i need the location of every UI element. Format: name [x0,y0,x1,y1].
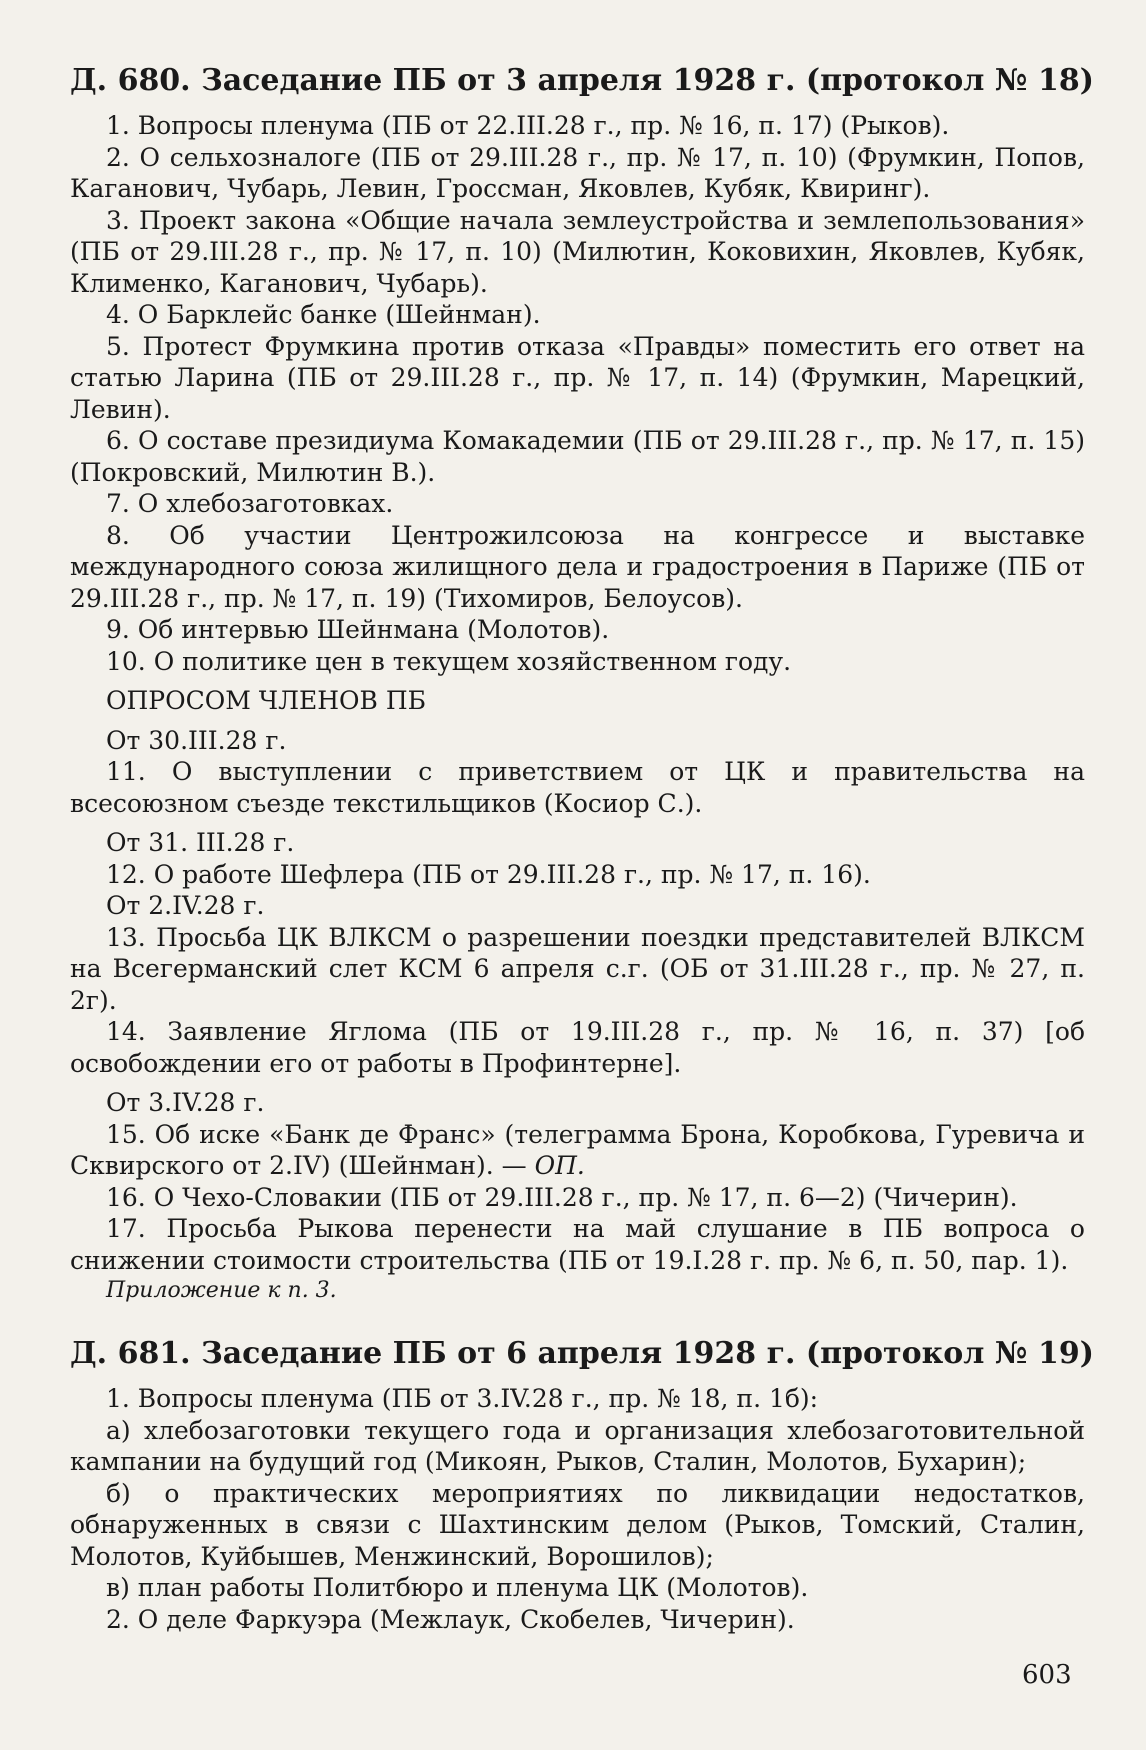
agenda-item-5: 5. Протест Фрумкина против отказа «Правды» поместить его ответ на статью Ларина (ПБ от 29.III.28 г., пр. № 17, п. 14) (Фрумкин, Марецкий, Левин). [70,331,1085,424]
agenda-item-14: 14. Заявление Яглома (ПБ от 19.III.28 г., пр. № 16, п. 37) [об освобождении его от работы в Профинтерне]. [70,1017,1085,1078]
agenda-item-2: 2. О сельхозналоге (ПБ от 29.III.28 г., пр. № 17, п. 10) (Фрумкин, Попов, Каганович, Чубарь, Левин, Гроссман, Яковлев, Кубяк, Квиринг). [70,142,1085,203]
agenda-item-6: 6. О составе президиума Комакадемии (ПБ от 29.III.28 г., пр. № 17, п. 15) (Покровский, Милютин В.). [70,426,1085,487]
agenda-item-11: 11. О выступлении с приветствием от ЦК и правительства на всесоюзном съезде текстильщиков (Косиор С.). [70,757,1085,818]
agenda-item-7: 7. О хлебозаготовках. [106,489,394,518]
agenda-item-1: 1. Вопросы пленума (ПБ от 22.III.28 г., пр. № 16, п. 17) (Рыков). [106,111,950,140]
poll-date-3: От 2.IV.28 г. [106,891,265,920]
agenda-item-9: 9. Об интервью Шейнмана (Молотов). [106,615,610,644]
meeting-680-section [70,62,1094,1306]
agenda-item-15-text: 15. Об иске «Банк де Франс» (телеграмма Брона, Коробкова, Гуревича и Сквирского от 2.IV) (Шейнман). — [70,1119,1085,1180]
agenda-item-10: 10. О политике цен в текущем хозяйственном году. [106,646,792,676]
m2-agenda-item-2: 2. О деле Фаркуэра (Межлаук, Скобелев, Чичерин). [106,1604,795,1634]
m2-sub-item-c: в) план работы Политбюро и пленума ЦК (Молотов). [106,1573,809,1602]
m2-sub-item-b: б) о практических мероприятиях по ликвидации недостатков, обнаруженных в связи с Шахтинским делом (Рыков, Томский, Сталин, Молотов, Куйбышев, Менжинский, Ворошилов); [70,1478,1085,1571]
poll-date-4: От 3.IV.28 г. [106,1088,265,1117]
poll-date-1: От 30.III.28 г. [106,725,287,755]
meeting-681-section [70,1335,1094,1635]
m2-sub-item-a: а) хлебозаготовки текущего года и организация хлебозаготовительной кампании на будущий год (Микоян, Рыков, Сталин, Молотов, Бухарин); [70,1415,1085,1476]
m2-agenda-item-1: 1. Вопросы пленума (ПБ от 3.IV.28 г., пр. № 18, п. 1б): [106,1384,819,1413]
agenda-item-17: 17. Просьба Рыкова перенести на май слушание в ПБ вопроса о снижении стоимости строительства (ПБ от 19.I.28 г. пр. № 6, п. 50, пар. 1). [70,1214,1085,1275]
appendix-note: Приложение к п. 3. [106,1278,337,1303]
poll-date-2: От 31. III.28 г. [106,828,295,857]
agenda-item-8: 8. Об участии Центрожилсоюза на конгрессе и выставке международного союза жилищного дела и градостроения в Париже (ПБ от 29.III.28 г., пр. № 17, п. 19) (Тихомиров, Белоусов). [70,520,1085,613]
page-number: 603 [1022,1660,1072,1690]
agenda-item-3: 3. Проект закона «Общие начала землеустройства и землепользования» (ПБ от 29.III.28 г., пр. № 17, п. 10) (Милютин, Коковихин, Яковлев, Кубяк, Клименко, Каганович, Чубарь). [70,205,1085,298]
agenda-item-4: 4. О Барклейс банке (Шейнман). [106,300,541,329]
agenda-item-13: 13. Просьба ЦК ВЛКСМ о разрешении поездки представителей ВЛКСМ на Всегерманский слет КСМ 6 апреля с.г. (ОБ от 31.III.28 г., пр. № 27, п. 2г). [70,922,1085,1015]
agenda-item-12: 12. О работе Шефлера (ПБ от 29.III.28 г., пр. № 17, п. 16). [106,859,871,889]
poll-label: ОПРОСОМ ЧЛЕНОВ ПБ [106,686,427,715]
meeting-680-heading: Д. 680. Заседание ПБ от 3 апреля 1928 г. (протокол № 18) [70,63,1094,98]
agenda-item-15-mark: ОП. [534,1151,585,1180]
agenda-item-15 [70,1119,1085,1182]
agenda-item-16: 16. О Чехо-Словакии (ПБ от 29.III.28 г., пр. № 17, п. 6—2) (Чичерин). [106,1182,1018,1212]
meeting-681-heading: Д. 681. Заседание ПБ от 6 апреля 1928 г. (протокол № 19) [70,1336,1094,1371]
